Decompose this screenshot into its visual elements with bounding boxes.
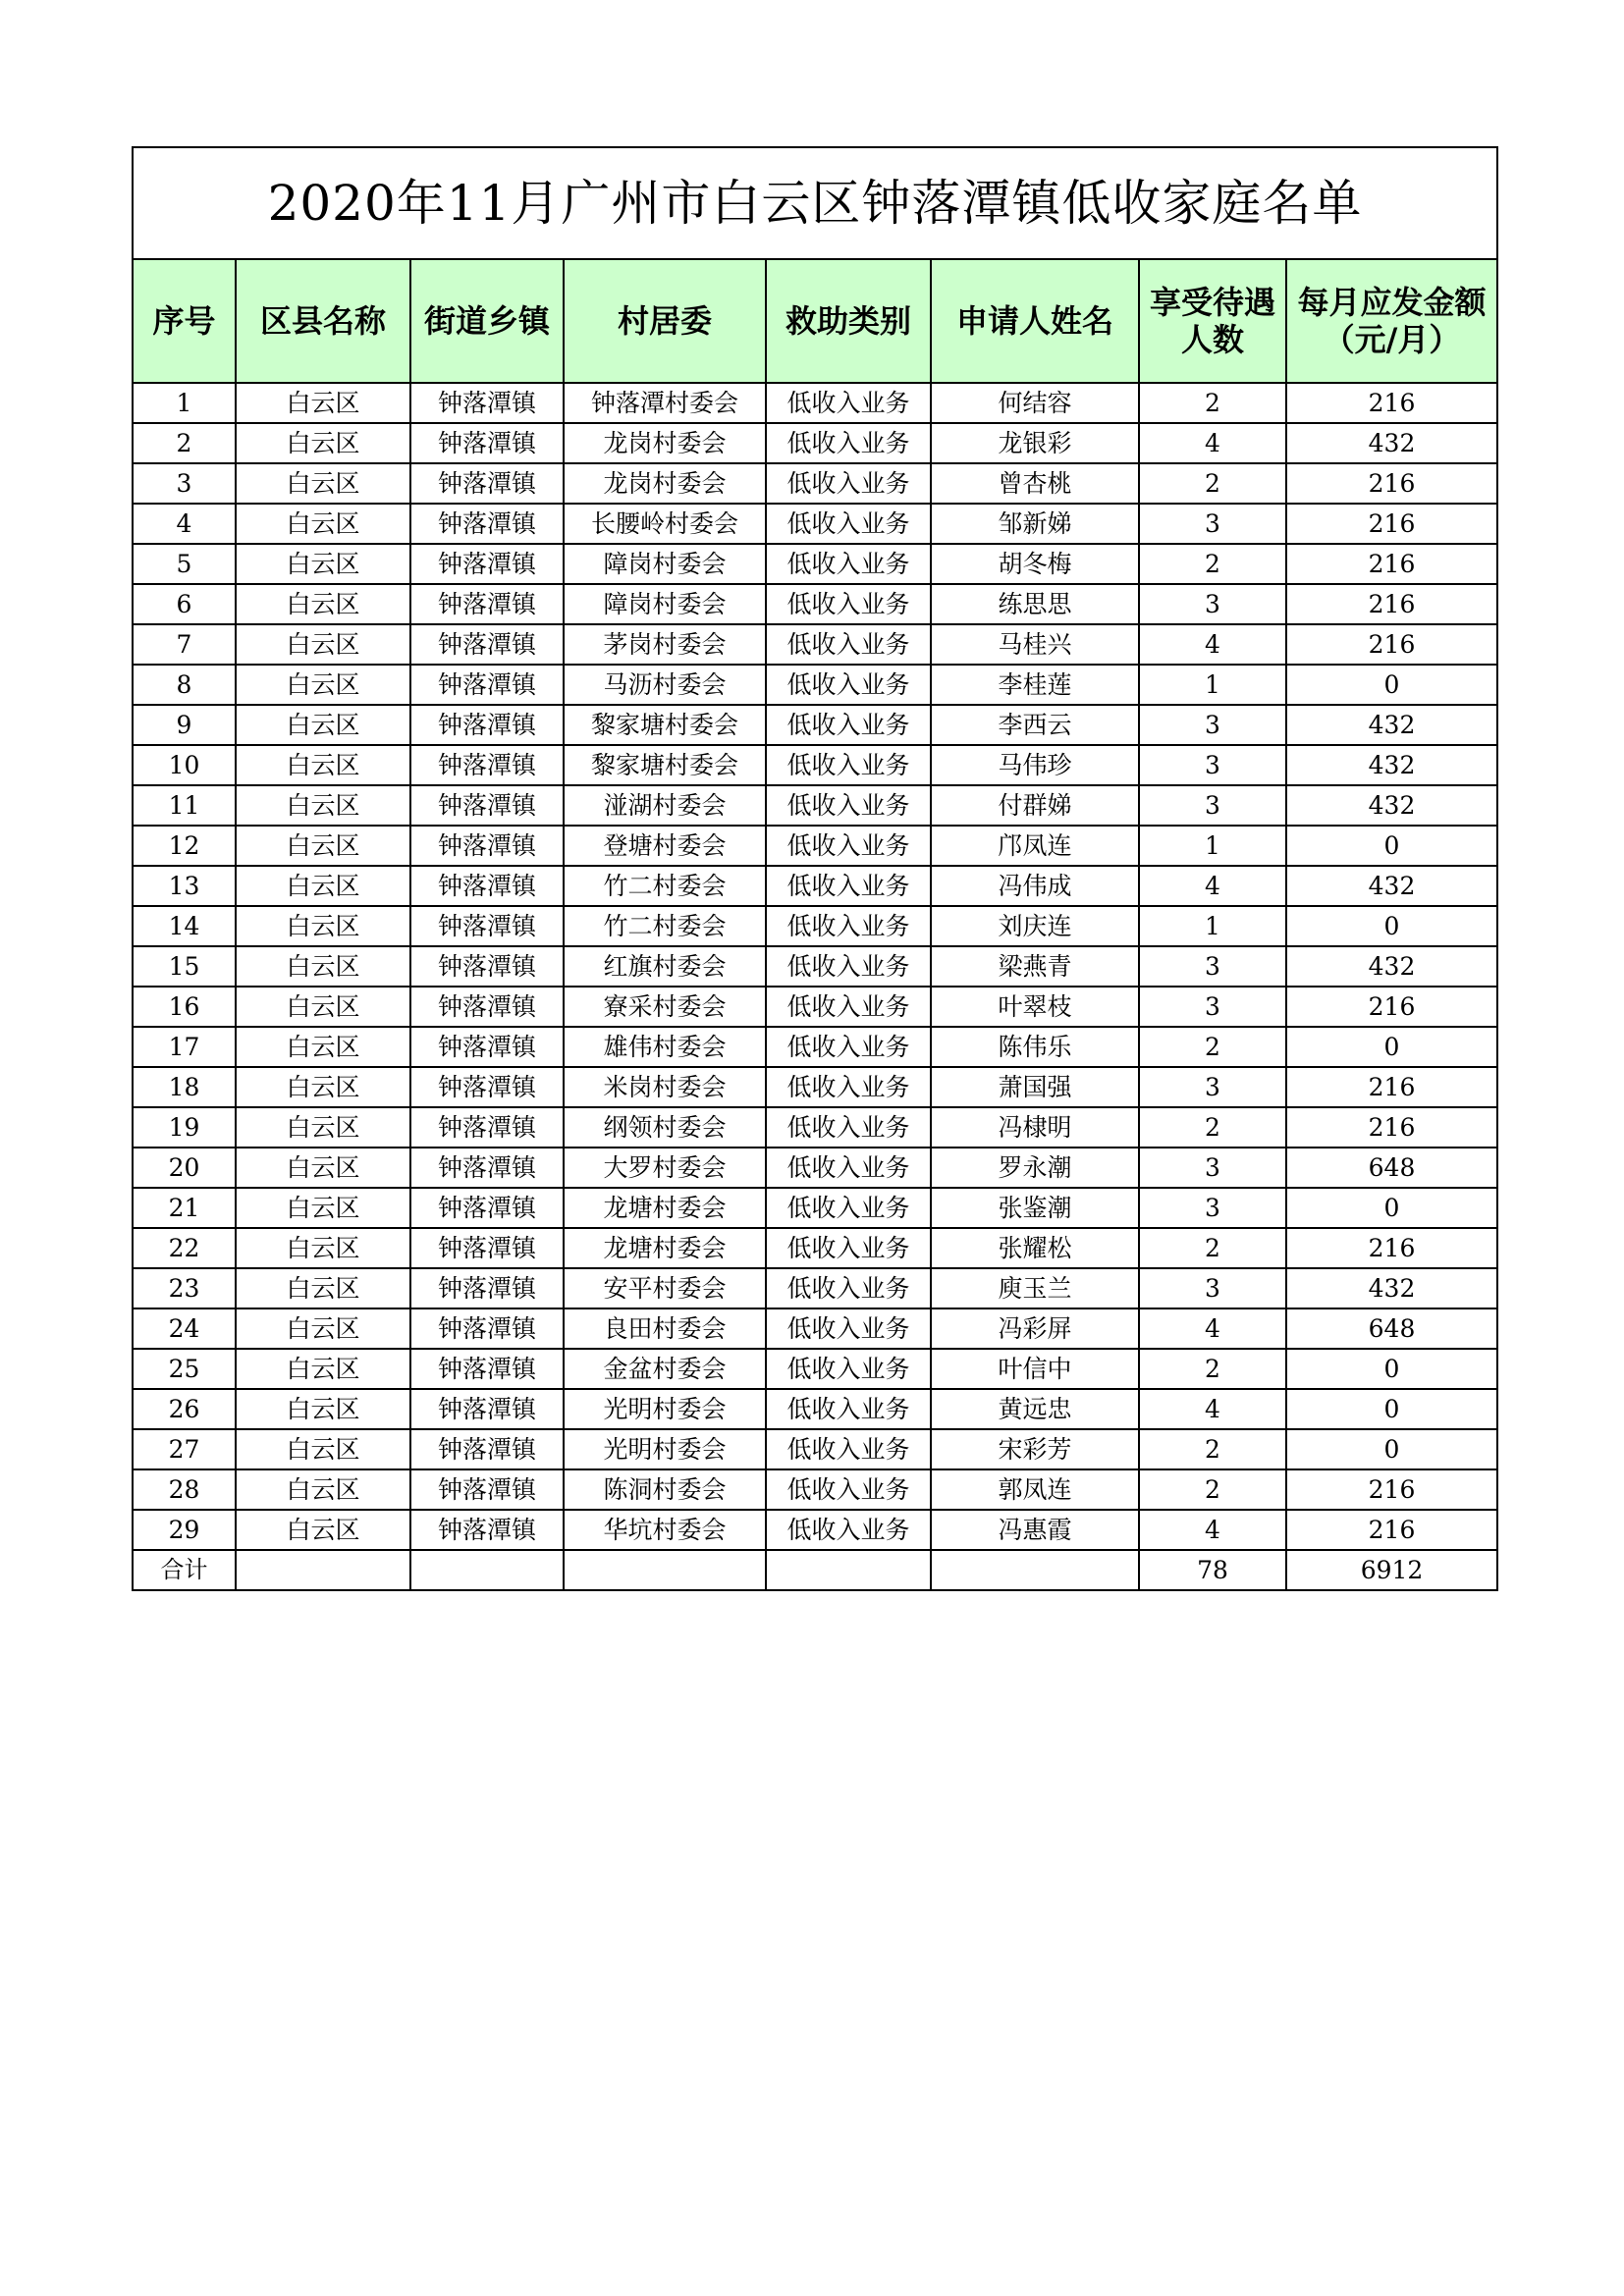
- cell-village-committee: 登塘村委会: [564, 826, 766, 866]
- cell-aid-category: 低收入业务: [766, 987, 931, 1027]
- cell-index: 13: [134, 866, 236, 906]
- cell-aid-category: 低收入业务: [766, 383, 931, 423]
- cell-town: 钟落潭镇: [410, 745, 564, 785]
- cell-index: 29: [134, 1510, 236, 1550]
- cell-index: 23: [134, 1268, 236, 1308]
- cell-applicant-name: 邹新娣: [931, 504, 1139, 544]
- table-row: [134, 1349, 1496, 1389]
- cell-applicant-name: 冯彩屏: [931, 1308, 1139, 1349]
- cell-index: 18: [134, 1067, 236, 1107]
- cell-district: 白云区: [236, 785, 410, 826]
- cell-beneficiary-count: 1: [1139, 826, 1286, 866]
- table-row: [134, 1510, 1496, 1550]
- cell-applicant-name: 冯惠霞: [931, 1510, 1139, 1550]
- total-empty-cell: [766, 1550, 931, 1589]
- cell-monthly-amount: 0: [1286, 1389, 1496, 1429]
- table-row: [134, 785, 1496, 826]
- cell-aid-category: 低收入业务: [766, 463, 931, 504]
- cell-index: 28: [134, 1469, 236, 1510]
- cell-district: 白云区: [236, 1188, 410, 1228]
- cell-monthly-amount: 432: [1286, 745, 1496, 785]
- cell-village-committee: 光明村委会: [564, 1429, 766, 1469]
- cell-beneficiary-count: 3: [1139, 785, 1286, 826]
- cell-applicant-name: 张耀松: [931, 1228, 1139, 1268]
- cell-village-committee: 良田村委会: [564, 1308, 766, 1349]
- cell-applicant-name: 邝凤连: [931, 826, 1139, 866]
- cell-applicant-name: 庾玉兰: [931, 1268, 1139, 1308]
- cell-town: 钟落潭镇: [410, 785, 564, 826]
- cell-index: 1: [134, 383, 236, 423]
- cell-index: 25: [134, 1349, 236, 1389]
- cell-monthly-amount: 216: [1286, 987, 1496, 1027]
- table-row: [134, 1148, 1496, 1188]
- table-row: [134, 1469, 1496, 1510]
- cell-index: 17: [134, 1027, 236, 1067]
- cell-district: 白云区: [236, 624, 410, 665]
- cell-applicant-name: 练思思: [931, 584, 1139, 624]
- cell-district: 白云区: [236, 1107, 410, 1148]
- total-empty-cell: [410, 1550, 564, 1589]
- cell-index: 12: [134, 826, 236, 866]
- cell-monthly-amount: 0: [1286, 826, 1496, 866]
- cell-town: 钟落潭镇: [410, 463, 564, 504]
- cell-beneficiary-count: 2: [1139, 1027, 1286, 1067]
- table-row: [134, 906, 1496, 946]
- cell-beneficiary-count: 3: [1139, 1268, 1286, 1308]
- cell-village-committee: 安平村委会: [564, 1268, 766, 1308]
- cell-village-committee: 长腰岭村委会: [564, 504, 766, 544]
- cell-applicant-name: 叶信中: [931, 1349, 1139, 1389]
- cell-district: 白云区: [236, 866, 410, 906]
- cell-district: 白云区: [236, 946, 410, 987]
- cell-village-committee: 黎家塘村委会: [564, 705, 766, 745]
- table-row: [134, 1389, 1496, 1429]
- cell-beneficiary-count: 4: [1139, 423, 1286, 463]
- cell-village-committee: 竹二村委会: [564, 906, 766, 946]
- cell-district: 白云区: [236, 705, 410, 745]
- cell-aid-category: 低收入业务: [766, 665, 931, 705]
- cell-village-committee: 光明村委会: [564, 1389, 766, 1429]
- cell-monthly-amount: 216: [1286, 383, 1496, 423]
- document-sheet: [132, 146, 1498, 1591]
- cell-town: 钟落潭镇: [410, 1389, 564, 1429]
- cell-village-committee: 湴湖村委会: [564, 785, 766, 826]
- cell-district: 白云区: [236, 1067, 410, 1107]
- cell-district: 白云区: [236, 1469, 410, 1510]
- cell-index: 15: [134, 946, 236, 987]
- cell-aid-category: 低收入业务: [766, 544, 931, 584]
- cell-beneficiary-count: 3: [1139, 987, 1286, 1027]
- cell-aid-category: 低收入业务: [766, 866, 931, 906]
- cell-aid-category: 低收入业务: [766, 1389, 931, 1429]
- cell-district: 白云区: [236, 463, 410, 504]
- table-row: [134, 463, 1496, 504]
- cell-village-committee: 纲领村委会: [564, 1107, 766, 1148]
- cell-monthly-amount: 432: [1286, 423, 1496, 463]
- cell-town: 钟落潭镇: [410, 544, 564, 584]
- cell-district: 白云区: [236, 1389, 410, 1429]
- table-header: [134, 260, 1496, 383]
- table-row: [134, 624, 1496, 665]
- table-row: [134, 383, 1496, 423]
- cell-district: 白云区: [236, 544, 410, 584]
- cell-beneficiary-count: 3: [1139, 584, 1286, 624]
- table-row: [134, 584, 1496, 624]
- cell-monthly-amount: 648: [1286, 1148, 1496, 1188]
- cell-applicant-name: 黄远忠: [931, 1389, 1139, 1429]
- cell-district: 白云区: [236, 665, 410, 705]
- cell-district: 白云区: [236, 1510, 410, 1550]
- table-row: [134, 544, 1496, 584]
- cell-beneficiary-count: 1: [1139, 665, 1286, 705]
- cell-aid-category: 低收入业务: [766, 785, 931, 826]
- cell-applicant-name: 刘庆连: [931, 906, 1139, 946]
- table-row: [134, 705, 1496, 745]
- cell-index: 4: [134, 504, 236, 544]
- cell-aid-category: 低收入业务: [766, 705, 931, 745]
- cell-applicant-name: 罗永潮: [931, 1148, 1139, 1188]
- table-row: [134, 1027, 1496, 1067]
- cell-monthly-amount: 216: [1286, 624, 1496, 665]
- cell-monthly-amount: 216: [1286, 1510, 1496, 1550]
- cell-monthly-amount: 0: [1286, 1349, 1496, 1389]
- table-row: [134, 826, 1496, 866]
- cell-town: 钟落潭镇: [410, 423, 564, 463]
- table-row: [134, 1107, 1496, 1148]
- cell-monthly-amount: 216: [1286, 1469, 1496, 1510]
- cell-index: 20: [134, 1148, 236, 1188]
- header-index: 序号: [134, 260, 236, 383]
- cell-monthly-amount: 432: [1286, 1268, 1496, 1308]
- cell-town: 钟落潭镇: [410, 1148, 564, 1188]
- cell-town: 钟落潭镇: [410, 1308, 564, 1349]
- cell-district: 白云区: [236, 906, 410, 946]
- cell-index: 6: [134, 584, 236, 624]
- roster-table: [134, 260, 1496, 1589]
- cell-monthly-amount: 432: [1286, 946, 1496, 987]
- header-village-committee: 村居委: [564, 260, 766, 383]
- total-amount: 6912: [1286, 1550, 1496, 1589]
- header-applicant-name: 申请人姓名: [931, 260, 1139, 383]
- table-row: [134, 1067, 1496, 1107]
- cell-district: 白云区: [236, 423, 410, 463]
- cell-applicant-name: 宋彩芳: [931, 1429, 1139, 1469]
- cell-index: 9: [134, 705, 236, 745]
- header-beneficiary-count: 享受待遇人数: [1139, 260, 1286, 383]
- cell-index: 22: [134, 1228, 236, 1268]
- cell-index: 10: [134, 745, 236, 785]
- cell-beneficiary-count: 3: [1139, 946, 1286, 987]
- cell-aid-category: 低收入业务: [766, 423, 931, 463]
- cell-index: 19: [134, 1107, 236, 1148]
- cell-applicant-name: 李桂莲: [931, 665, 1139, 705]
- cell-beneficiary-count: 2: [1139, 463, 1286, 504]
- cell-aid-category: 低收入业务: [766, 1228, 931, 1268]
- cell-beneficiary-count: 2: [1139, 383, 1286, 423]
- cell-monthly-amount: 216: [1286, 463, 1496, 504]
- cell-index: 24: [134, 1308, 236, 1349]
- cell-applicant-name: 冯伟成: [931, 866, 1139, 906]
- cell-village-committee: 马沥村委会: [564, 665, 766, 705]
- cell-aid-category: 低收入业务: [766, 1429, 931, 1469]
- cell-district: 白云区: [236, 1268, 410, 1308]
- cell-aid-category: 低收入业务: [766, 1349, 931, 1389]
- cell-index: 7: [134, 624, 236, 665]
- cell-district: 白云区: [236, 383, 410, 423]
- cell-village-committee: 龙岗村委会: [564, 423, 766, 463]
- cell-village-committee: 米岗村委会: [564, 1067, 766, 1107]
- cell-town: 钟落潭镇: [410, 665, 564, 705]
- cell-monthly-amount: 0: [1286, 906, 1496, 946]
- cell-town: 钟落潭镇: [410, 1268, 564, 1308]
- cell-aid-category: 低收入业务: [766, 826, 931, 866]
- cell-district: 白云区: [236, 1148, 410, 1188]
- cell-town: 钟落潭镇: [410, 1469, 564, 1510]
- cell-district: 白云区: [236, 1228, 410, 1268]
- cell-applicant-name: 胡冬梅: [931, 544, 1139, 584]
- cell-monthly-amount: 216: [1286, 1067, 1496, 1107]
- cell-town: 钟落潭镇: [410, 1027, 564, 1067]
- cell-district: 白云区: [236, 745, 410, 785]
- cell-index: 16: [134, 987, 236, 1027]
- total-persons: 78: [1139, 1550, 1286, 1589]
- cell-monthly-amount: 432: [1286, 705, 1496, 745]
- total-empty-cell: [564, 1550, 766, 1589]
- cell-index: 11: [134, 785, 236, 826]
- cell-applicant-name: 叶翠枝: [931, 987, 1139, 1027]
- table-row: [134, 665, 1496, 705]
- cell-district: 白云区: [236, 1027, 410, 1067]
- cell-aid-category: 低收入业务: [766, 1107, 931, 1148]
- cell-aid-category: 低收入业务: [766, 946, 931, 987]
- table-row: [134, 504, 1496, 544]
- cell-town: 钟落潭镇: [410, 504, 564, 544]
- cell-town: 钟落潭镇: [410, 1510, 564, 1550]
- cell-aid-category: 低收入业务: [766, 1308, 931, 1349]
- cell-monthly-amount: 0: [1286, 1429, 1496, 1469]
- cell-aid-category: 低收入业务: [766, 1188, 931, 1228]
- cell-beneficiary-count: 2: [1139, 544, 1286, 584]
- cell-applicant-name: 马伟珍: [931, 745, 1139, 785]
- cell-town: 钟落潭镇: [410, 826, 564, 866]
- cell-beneficiary-count: 4: [1139, 866, 1286, 906]
- cell-monthly-amount: 216: [1286, 1228, 1496, 1268]
- cell-town: 钟落潭镇: [410, 1188, 564, 1228]
- cell-applicant-name: 付群娣: [931, 785, 1139, 826]
- cell-aid-category: 低收入业务: [766, 624, 931, 665]
- cell-village-committee: 金盆村委会: [564, 1349, 766, 1389]
- cell-aid-category: 低收入业务: [766, 504, 931, 544]
- cell-monthly-amount: 0: [1286, 1188, 1496, 1228]
- header-row: [134, 260, 1496, 383]
- cell-aid-category: 低收入业务: [766, 745, 931, 785]
- cell-beneficiary-count: 3: [1139, 745, 1286, 785]
- cell-town: 钟落潭镇: [410, 1429, 564, 1469]
- cell-beneficiary-count: 2: [1139, 1107, 1286, 1148]
- cell-village-committee: 寮采村委会: [564, 987, 766, 1027]
- cell-applicant-name: 张鉴潮: [931, 1188, 1139, 1228]
- cell-village-committee: 障岗村委会: [564, 584, 766, 624]
- cell-index: 3: [134, 463, 236, 504]
- cell-aid-category: 低收入业务: [766, 1469, 931, 1510]
- cell-village-committee: 龙塘村委会: [564, 1228, 766, 1268]
- cell-aid-category: 低收入业务: [766, 1148, 931, 1188]
- table-row: [134, 946, 1496, 987]
- cell-applicant-name: 梁燕青: [931, 946, 1139, 987]
- cell-town: 钟落潭镇: [410, 1107, 564, 1148]
- cell-beneficiary-count: 3: [1139, 1067, 1286, 1107]
- cell-applicant-name: 李西云: [931, 705, 1139, 745]
- total-label: 合计: [134, 1550, 236, 1589]
- cell-village-committee: 竹二村委会: [564, 866, 766, 906]
- cell-town: 钟落潭镇: [410, 906, 564, 946]
- cell-beneficiary-count: 4: [1139, 1510, 1286, 1550]
- cell-applicant-name: 曾杏桃: [931, 463, 1139, 504]
- cell-monthly-amount: 216: [1286, 504, 1496, 544]
- cell-monthly-amount: 216: [1286, 584, 1496, 624]
- cell-town: 钟落潭镇: [410, 584, 564, 624]
- cell-index: 27: [134, 1429, 236, 1469]
- cell-beneficiary-count: 2: [1139, 1349, 1286, 1389]
- cell-beneficiary-count: 1: [1139, 906, 1286, 946]
- cell-village-committee: 钟落潭村委会: [564, 383, 766, 423]
- cell-aid-category: 低收入业务: [766, 1027, 931, 1067]
- cell-town: 钟落潭镇: [410, 705, 564, 745]
- table-row: [134, 866, 1496, 906]
- cell-village-committee: 大罗村委会: [564, 1148, 766, 1188]
- cell-village-committee: 陈洞村委会: [564, 1469, 766, 1510]
- cell-beneficiary-count: 2: [1139, 1228, 1286, 1268]
- cell-town: 钟落潭镇: [410, 624, 564, 665]
- cell-beneficiary-count: 2: [1139, 1469, 1286, 1510]
- cell-village-committee: 黎家塘村委会: [564, 745, 766, 785]
- cell-index: 5: [134, 544, 236, 584]
- cell-monthly-amount: 216: [1286, 1107, 1496, 1148]
- cell-index: 21: [134, 1188, 236, 1228]
- cell-beneficiary-count: 3: [1139, 504, 1286, 544]
- total-empty-cell: [236, 1550, 410, 1589]
- total-empty-cell: [931, 1550, 1139, 1589]
- cell-applicant-name: 陈伟乐: [931, 1027, 1139, 1067]
- table-row: [134, 987, 1496, 1027]
- cell-beneficiary-count: 4: [1139, 1389, 1286, 1429]
- cell-village-committee: 华坑村委会: [564, 1510, 766, 1550]
- cell-town: 钟落潭镇: [410, 1228, 564, 1268]
- cell-town: 钟落潭镇: [410, 987, 564, 1027]
- cell-district: 白云区: [236, 826, 410, 866]
- cell-monthly-amount: 432: [1286, 785, 1496, 826]
- cell-district: 白云区: [236, 504, 410, 544]
- cell-aid-category: 低收入业务: [766, 1268, 931, 1308]
- page-title: 2020年11月广州市白云区钟落潭镇低收家庭名单: [134, 148, 1496, 260]
- cell-beneficiary-count: 4: [1139, 624, 1286, 665]
- cell-beneficiary-count: 3: [1139, 1148, 1286, 1188]
- cell-applicant-name: 马桂兴: [931, 624, 1139, 665]
- table-row: [134, 1188, 1496, 1228]
- cell-monthly-amount: 0: [1286, 665, 1496, 705]
- cell-monthly-amount: 432: [1286, 866, 1496, 906]
- cell-village-committee: 雄伟村委会: [564, 1027, 766, 1067]
- cell-index: 8: [134, 665, 236, 705]
- header-monthly-amount: 每月应发金额（元/月）: [1286, 260, 1496, 383]
- cell-beneficiary-count: 2: [1139, 1429, 1286, 1469]
- cell-aid-category: 低收入业务: [766, 906, 931, 946]
- cell-town: 钟落潭镇: [410, 866, 564, 906]
- table-row: [134, 423, 1496, 463]
- cell-index: 2: [134, 423, 236, 463]
- cell-applicant-name: 萧国强: [931, 1067, 1139, 1107]
- cell-town: 钟落潭镇: [410, 946, 564, 987]
- cell-aid-category: 低收入业务: [766, 584, 931, 624]
- cell-district: 白云区: [236, 584, 410, 624]
- cell-index: 14: [134, 906, 236, 946]
- header-town: 街道乡镇: [410, 260, 564, 383]
- cell-monthly-amount: 0: [1286, 1027, 1496, 1067]
- cell-town: 钟落潭镇: [410, 1067, 564, 1107]
- table-row: [134, 1268, 1496, 1308]
- cell-village-committee: 茅岗村委会: [564, 624, 766, 665]
- cell-village-committee: 龙岗村委会: [564, 463, 766, 504]
- table-row: [134, 745, 1496, 785]
- cell-applicant-name: 龙银彩: [931, 423, 1139, 463]
- cell-applicant-name: 何结容: [931, 383, 1139, 423]
- cell-beneficiary-count: 3: [1139, 705, 1286, 745]
- cell-monthly-amount: 216: [1286, 544, 1496, 584]
- cell-beneficiary-count: 3: [1139, 1188, 1286, 1228]
- cell-applicant-name: 冯棣明: [931, 1107, 1139, 1148]
- cell-monthly-amount: 648: [1286, 1308, 1496, 1349]
- table-row: [134, 1429, 1496, 1469]
- cell-district: 白云区: [236, 987, 410, 1027]
- total-row: [134, 1550, 1496, 1589]
- table-row: [134, 1308, 1496, 1349]
- cell-beneficiary-count: 4: [1139, 1308, 1286, 1349]
- cell-aid-category: 低收入业务: [766, 1067, 931, 1107]
- cell-village-committee: 龙塘村委会: [564, 1188, 766, 1228]
- cell-village-committee: 障岗村委会: [564, 544, 766, 584]
- table-body: [134, 383, 1496, 1589]
- cell-aid-category: 低收入业务: [766, 1510, 931, 1550]
- cell-district: 白云区: [236, 1349, 410, 1389]
- header-district: 区县名称: [236, 260, 410, 383]
- cell-district: 白云区: [236, 1429, 410, 1469]
- cell-district: 白云区: [236, 1308, 410, 1349]
- cell-applicant-name: 郭凤连: [931, 1469, 1139, 1510]
- cell-town: 钟落潭镇: [410, 383, 564, 423]
- cell-index: 26: [134, 1389, 236, 1429]
- cell-town: 钟落潭镇: [410, 1349, 564, 1389]
- table-row: [134, 1228, 1496, 1268]
- header-aid-category: 救助类别: [766, 260, 931, 383]
- cell-village-committee: 红旗村委会: [564, 946, 766, 987]
